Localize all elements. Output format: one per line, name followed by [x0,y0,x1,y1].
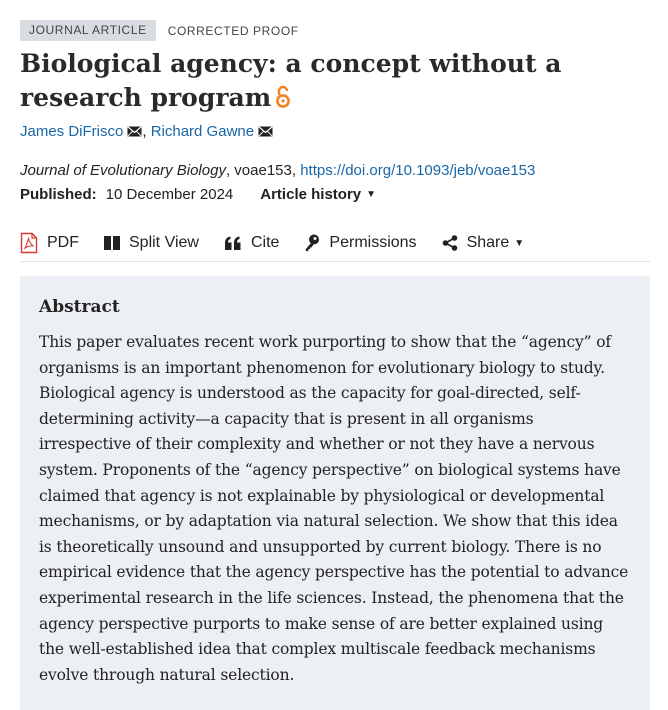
article-title-text: Biological agency: a concept without a research program [20,49,562,112]
split-view-icon [104,236,120,250]
article-history-toggle[interactable] [260,185,376,205]
published-date: 10 December 2024 [105,186,234,203]
cite-label: Cite [250,234,280,251]
author-separator: , [142,123,147,140]
article-header [20,20,650,710]
citation-line [20,161,650,181]
pdf-button[interactable] [20,232,79,254]
pdf-icon [20,232,38,254]
abstract-section [20,276,650,710]
article-title [20,47,640,118]
pdf-label: PDF [47,234,79,251]
abstract-heading: Abstract [39,297,120,317]
chevron-down-icon: ▼ [366,189,377,200]
split-view-button[interactable] [104,234,199,252]
chevron-down-icon: ▼ [514,237,525,249]
article-type-tag: JOURNAL ARTICLE [20,20,156,41]
article-status-tag: CORRECTED PROOF [167,23,299,38]
doi-link[interactable]: https://doi.org/10.1093/jeb/voae153 [300,162,536,179]
share-icon [442,235,458,251]
permissions-button[interactable] [304,234,416,252]
open-access-lock-icon [275,84,291,118]
article-tags [20,20,650,41]
permissions-label: Permissions [329,234,417,251]
split-view-label: Split View [129,234,199,251]
mail-icon[interactable] [258,123,273,143]
article-history-label: Article history [260,186,362,203]
mail-icon[interactable] [127,123,142,143]
author-list [20,122,650,143]
author-link-difrisco[interactable]: James DiFrisco [20,123,124,140]
journal-name: Journal of Evolutionary Biology [20,162,226,179]
article-id: , voae153, [225,162,301,179]
article-toolbar [20,225,650,262]
abstract-text: This paper evaluates recent work purporting to show that the “agency” of organisms is an important phenomenon for evolutionary biology to study. Biological agency is understood as the capacity for goal-directed, self-determining activity—a capacity that is present in all organisms irrespective of their complexity and whether or not they have a nervous system. Proponents of the “agency perspective” on biological systems have claimed that agency is not explainable by physiological or developmental mechanisms, or by adaptation via natural selection. We show that this idea is theoretically unsound and unsupported by current biology. There is no empirical evidence that the agency perspective has the potential to advance experimental research in the life sciences. Instead, the phenomena that the agency perspective purports to make sense of are better explained using the well-established idea that complex multiscale feedback mechanisms evolve through natural selection. [39,333,629,684]
publication-row [20,185,650,205]
quote-icon [224,236,242,250]
cite-button[interactable] [224,234,279,252]
key-icon [304,234,320,252]
share-label: Share [466,234,510,251]
author-link-gawne[interactable]: Richard Gawne [150,123,255,140]
share-button[interactable] [442,234,525,252]
published-label: Published: [20,186,97,203]
